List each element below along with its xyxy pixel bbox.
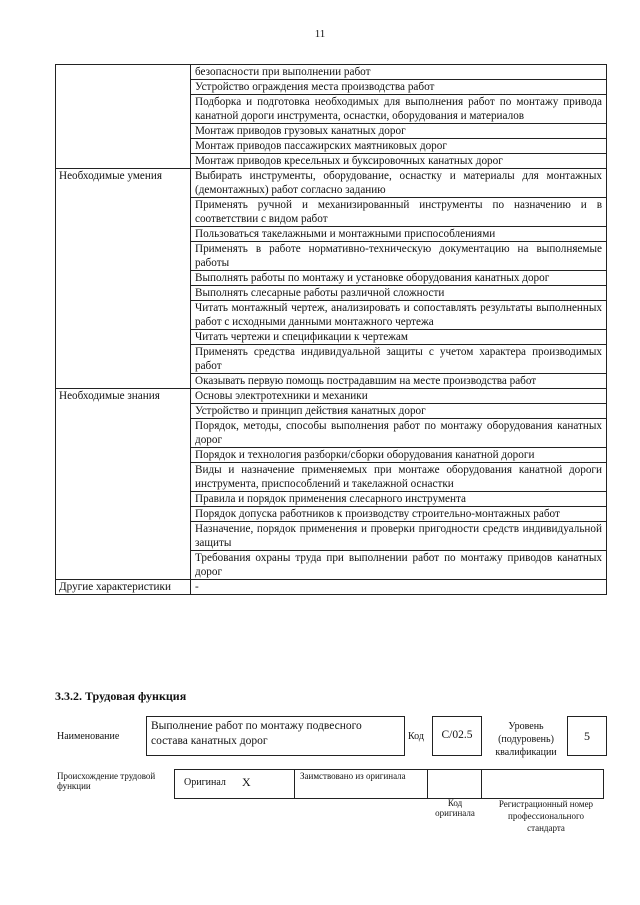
row-text: Монтаж приводов грузовых канатных дорог — [191, 124, 607, 139]
original-label: Оригинал — [184, 777, 226, 788]
row-text: Виды и назначение применяемых при монтаже оборудования канатной дороги инструмента, приспособлений и такелажной оснастки — [191, 463, 607, 492]
row-text: Устройство и принцип действия канатных дорог — [191, 404, 607, 419]
row-text: Требования охраны труда при выполнении работ по монтажу приводов канатных дорог — [191, 551, 607, 580]
name-box — [146, 716, 405, 756]
row-text: Применять в работе нормативно-техническую документацию на выполняемые работы — [191, 242, 607, 271]
row-text: Оказывать первую помощь пострадавшим на месте производства работ — [191, 374, 607, 389]
table-row — [56, 169, 607, 198]
section-heading: 3.3.2. Трудовая функция — [55, 689, 187, 703]
code-caption: Код оригинала — [435, 798, 475, 818]
row-text: Монтаж приводов кресельных и буксировочных канатных дорог — [191, 154, 607, 169]
table-row — [56, 65, 607, 80]
row-label — [56, 65, 191, 169]
level-value: 5 — [584, 729, 590, 743]
row-text: безопасности при выполнении работ — [191, 65, 607, 80]
code-box — [432, 716, 482, 756]
row-text: Выполнять слесарные работы различной сложности — [191, 286, 607, 301]
row-text: - — [191, 580, 607, 595]
competency-table — [55, 64, 607, 595]
row-label: Другие характеристики — [56, 580, 191, 595]
row-text: Монтаж приводов пассажирских маятниковых дорог — [191, 139, 607, 154]
row-text: Выполнять работы по монтажу и установке оборудования канатных дорог — [191, 271, 607, 286]
row-text: Правила и порядок применения слесарного инструмента — [191, 492, 607, 507]
row-text: Устройство ограждения места производства работ — [191, 80, 607, 95]
borrowed-label: Заимствовано из оригинала — [300, 771, 406, 781]
row-text: Пользоваться такелажными и монтажными приспособлениями — [191, 227, 607, 242]
level-box — [567, 716, 607, 756]
row-text: Читать монтажный чертеж, анализировать и сопоставлять результаты выполненных работ с исходными данными монтажного чертежа — [191, 301, 607, 330]
row-label: Необходимые умения — [56, 169, 191, 389]
row-text: Основы электротехники и механики — [191, 389, 607, 404]
name-value: Выполнение работ по монтажу подвесного состава канатных дорог — [151, 720, 362, 747]
row-text: Порядок, методы, способы выполнения работ по монтажу оборудования канатных дорог — [191, 419, 607, 448]
row-text: Порядок и технология разборки/сборки оборудования канатной дороги — [191, 448, 607, 463]
table-row — [56, 580, 607, 595]
page-number: 11 — [314, 28, 326, 40]
code-value: C/02.5 — [441, 729, 473, 741]
row-text: Подборка и подготовка необходимых для выполнения работ по монтажу привода канатной дороги инструмента, оснастки, оборудования и материалов — [191, 95, 607, 124]
code-label: Код — [408, 731, 424, 742]
row-text: Применять ручной и механизированный инструменты по назначению и в соответствии с видом работ — [191, 198, 607, 227]
row-text: Выбирать инструменты, оборудование, оснастку и материалы для монтажных (демонтажных) работ согласно заданию — [191, 169, 607, 198]
row-text: Применять средства индивидуальной защиты с учетом характера производимых работ — [191, 345, 607, 374]
original-mark: X — [242, 775, 251, 789]
origin-divider-3 — [481, 769, 482, 799]
table-row — [56, 389, 607, 404]
name-label: Наименование — [57, 731, 120, 742]
row-label: Необходимые знания — [56, 389, 191, 580]
row-text: Читать чертежи и спецификации к чертежам — [191, 330, 607, 345]
origin-divider-1 — [294, 769, 295, 799]
origin-label: Происхождение трудовой функции — [57, 771, 156, 791]
origin-divider-2 — [427, 769, 428, 799]
row-text: Назначение, порядок применения и проверки пригодности средств индивидуальной защиты — [191, 522, 607, 551]
level-label: Уровень (подуровень) квалификации — [495, 721, 557, 758]
row-text: Порядок допуска работников к производству строительно-монтажных работ — [191, 507, 607, 522]
reg-caption: Регистрационный номер профессионального стандарта — [498, 799, 594, 833]
